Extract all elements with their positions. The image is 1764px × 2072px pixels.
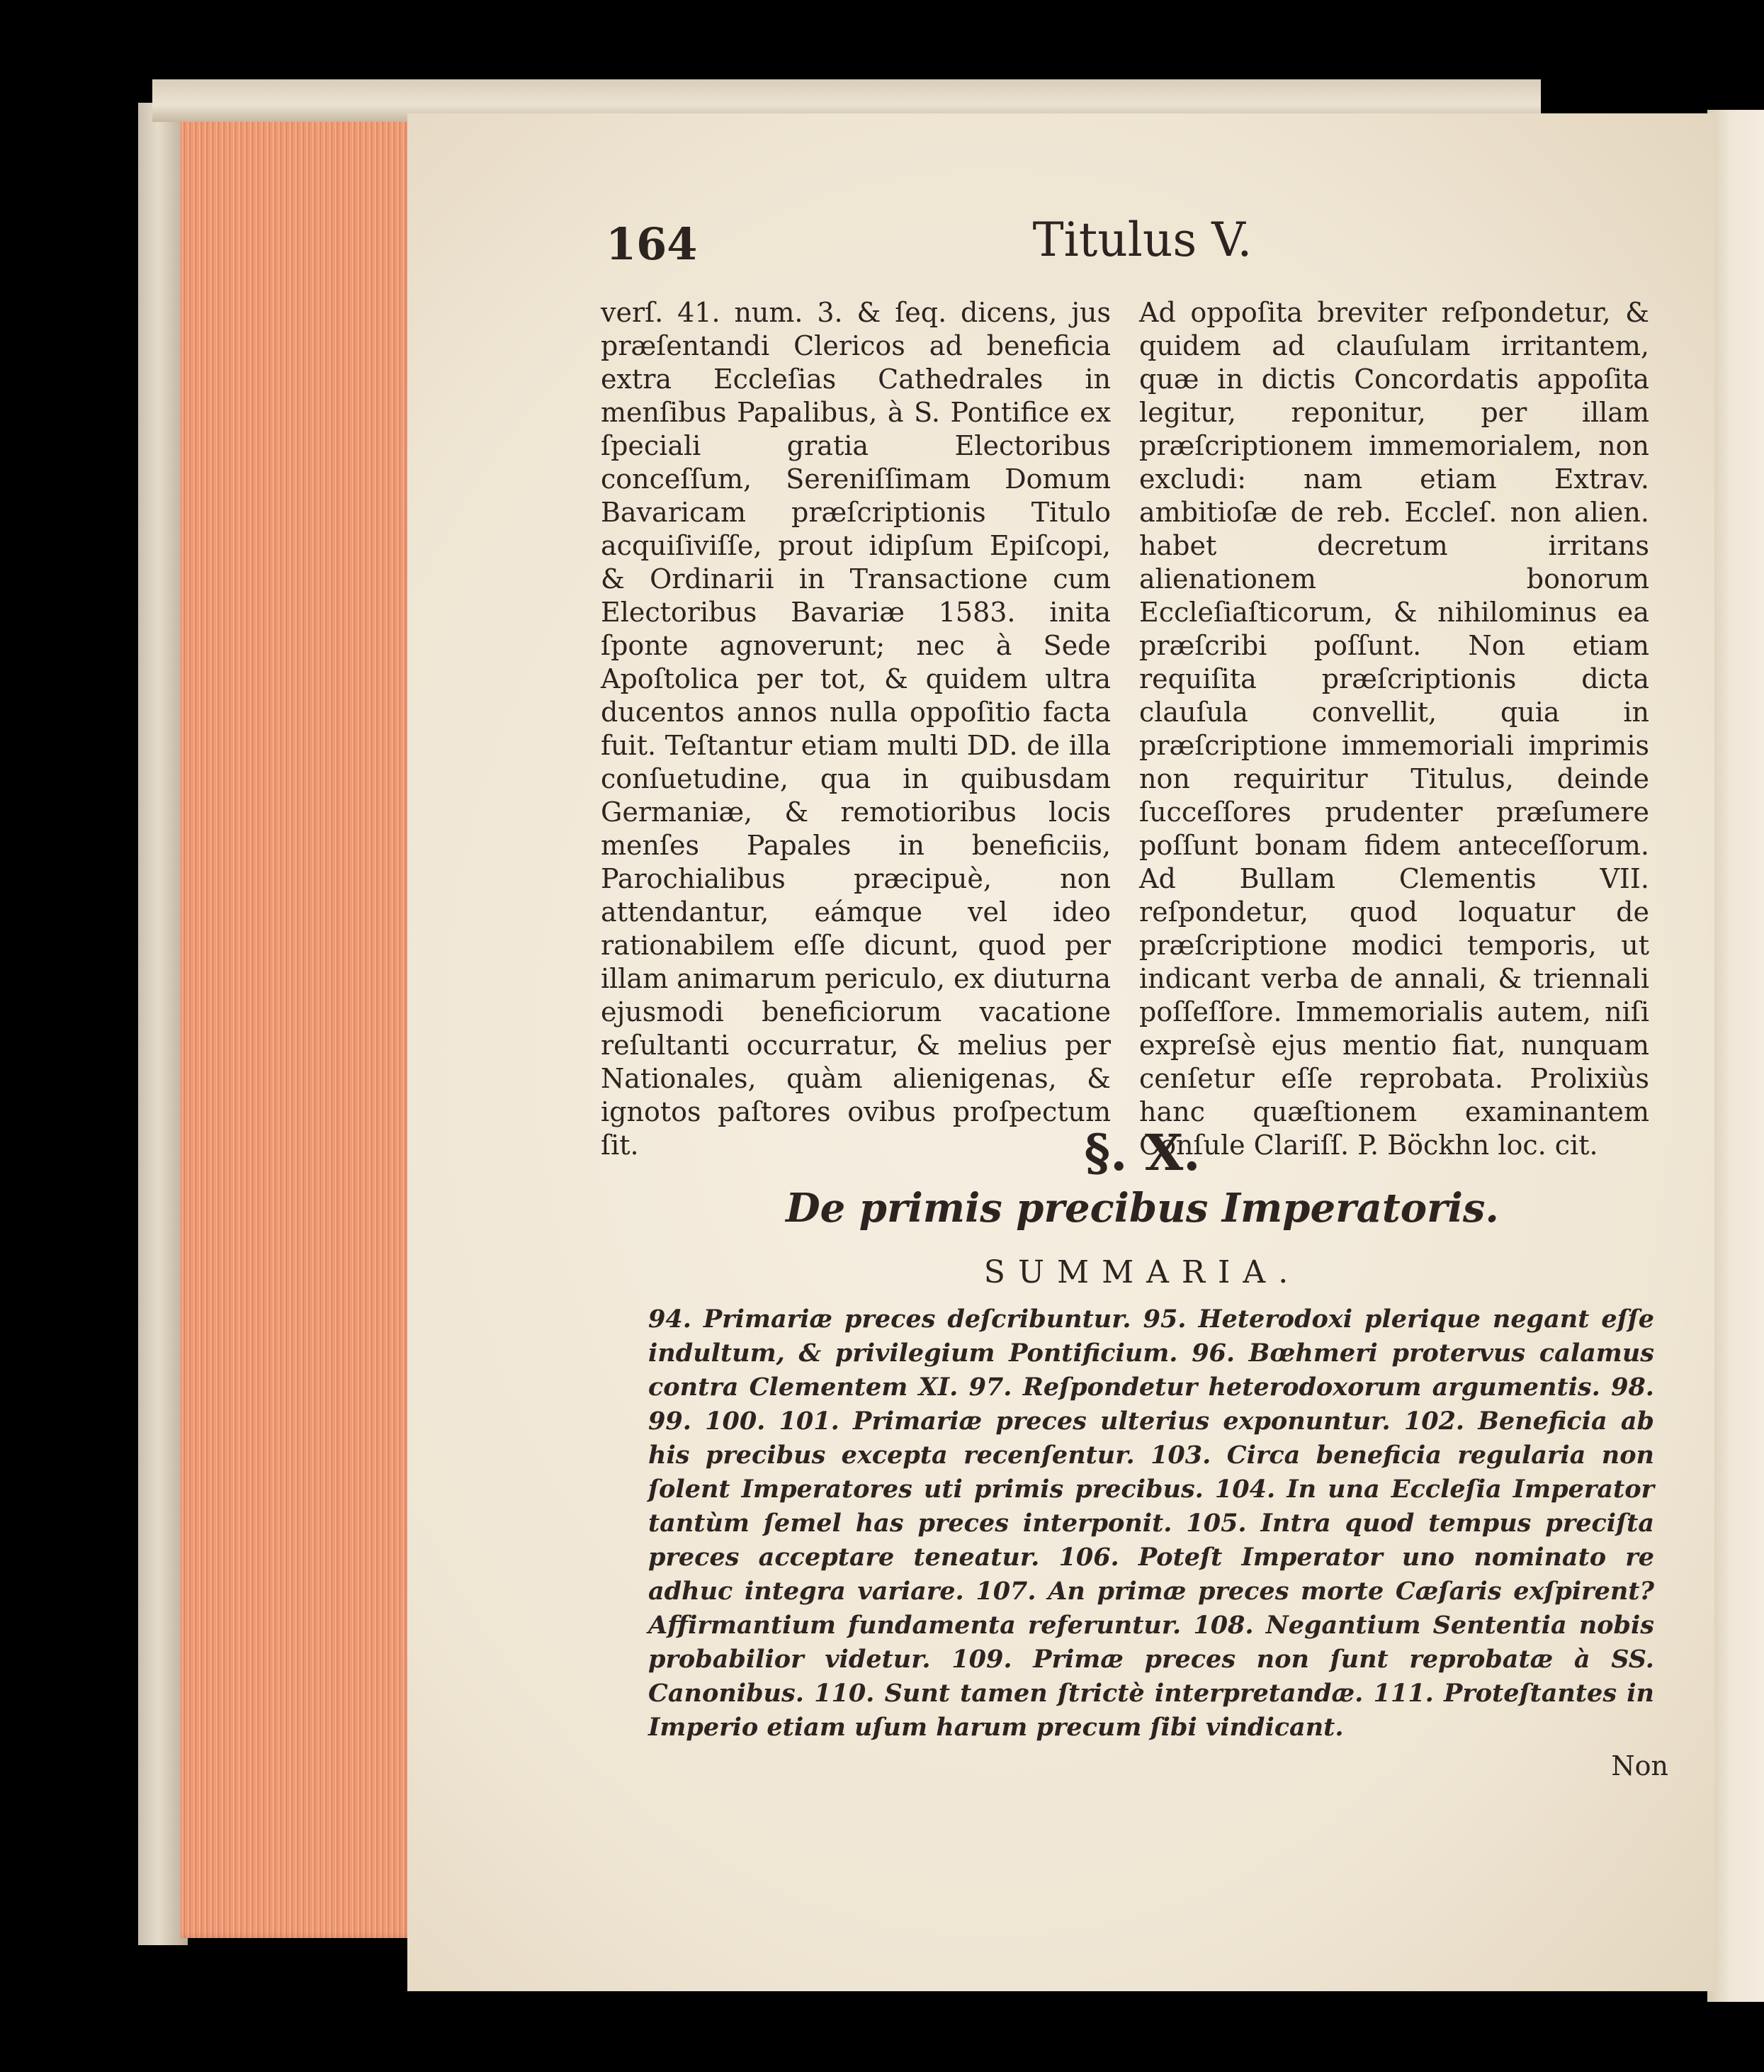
facing-page-edge bbox=[1707, 110, 1764, 2002]
right-column-text: Ad oppoſita breviter reſpondetur, & quidem ad clauſulam irritantem, quæ in dictis Concordatis appoſita legitur, reponitur, per illam præſcriptionem immemorialem, non excludi: nam etiam Extrav. ambitioſæ de reb. Eccleſ. non alien. habet decretum irritans alienationem bonorum Eccleſiaſticorum, & nihilominus ea præſcribi poſſunt. Non etiam requiſita præſcriptionis dicta clauſula convellit, quia in præſcriptione immemoriali imprimis non requiritur Titulus, deinde ſucceſſores prudenter præſumere poſſunt bonam fidem anteceſſorum. Ad Bullam Clementis VII. reſpondetur, quod loquatur de præſcriptione modici temporis, ut indicant verba de annali, & triennali poſſeſſore. Immemorialis autem, niſi expreſsè ejus mentio fiat, nunquam cenſetur eſſe reprobata. Prolixiùs hanc quæſtionem examinantem Conſule Clariſſ. P. Böckhn loc. cit. bbox=[1139, 297, 1649, 1161]
section-title: De primis precibus Imperatoris. bbox=[786, 1185, 1499, 1232]
page-stack-edge bbox=[181, 113, 414, 1938]
summaria-heading: SUMMARIA. bbox=[983, 1254, 1301, 1290]
running-head bbox=[606, 213, 1679, 283]
summaria-text: 94. Primariæ preces deſcribuntur. 95. Heterodoxi plerique negant eſſe indultum, & privilegium Pontificium. 96. Bœhmeri protervus calamus contra Clementem XI. 97. Reſpondetur heterodoxorum argumentis. 98. 99. 100. 101. Primariæ preces ulterius exponuntur. 102. Beneficia ab his precibus excepta recenſentur. 103. Circa beneficia regularia non ſolent Imperatores uti primis precibus. 104. In una Eccleſia Imperator tantùm ſemel has preces interponit. 105. Intra quod tempus preciſta preces acceptare teneatur. 106. Poteſt Imperator uno nominato re adhuc integra variare. 107. An primæ preces morte Cæſaris exſpirent? Affirmantium fundamenta referuntur. 108. Negantium Sententia nobis probabilior videtur. 109. Primæ preces non ſunt reprobatæ à SS. Canonibus. 110. Sunt tamen ſtrictè interpretandæ. 111. Proteſtantes in Imperio etiam uſum harum precum ſibi vindicant. bbox=[648, 1305, 1654, 1742]
section-mark: §. X. bbox=[1084, 1123, 1201, 1182]
page-number: 164 bbox=[606, 218, 698, 270]
running-title: Titulus V. bbox=[1032, 213, 1253, 267]
left-column-text: verſ. 41. num. 3. & ſeq. dicens, jus præſentandi Clericos ad beneficia extra Eccleſias Cathedrales in menſibus Papalibus, à S. Pontifice ex ſpeciali gratia Electoribus conceſſum, Sereniſſimam Domum Bavaricam præſcriptionis Titulo acquiſiviſſe, prout idipſum Epiſcopi, & Ordinarii in Transactione cum Electoribus Bavariæ 1583. inita ſponte agnoverunt; nec à Sede Apoſtolica per tot, & quidem ultra ducentos annos nulla oppoſitio facta fuit. Teſtantur etiam multi DD. de illa conſuetudine, qua in quibusdam Germaniæ, & remotioribus locis menſes Papales in beneficiis, Parochialibus præcipuè, non attendantur, eámque vel ideo rationabilem eſſe dicunt, quod per illam animarum periculo, ex diuturna ejusmodi beneficiorum vacatione reſultanti occurratur, & melius per Nationales, quàm alienigenas, & ignotos paſtores ovibus proſpectum ſit. bbox=[601, 297, 1112, 1161]
catchword: Non bbox=[1611, 1750, 1668, 1781]
